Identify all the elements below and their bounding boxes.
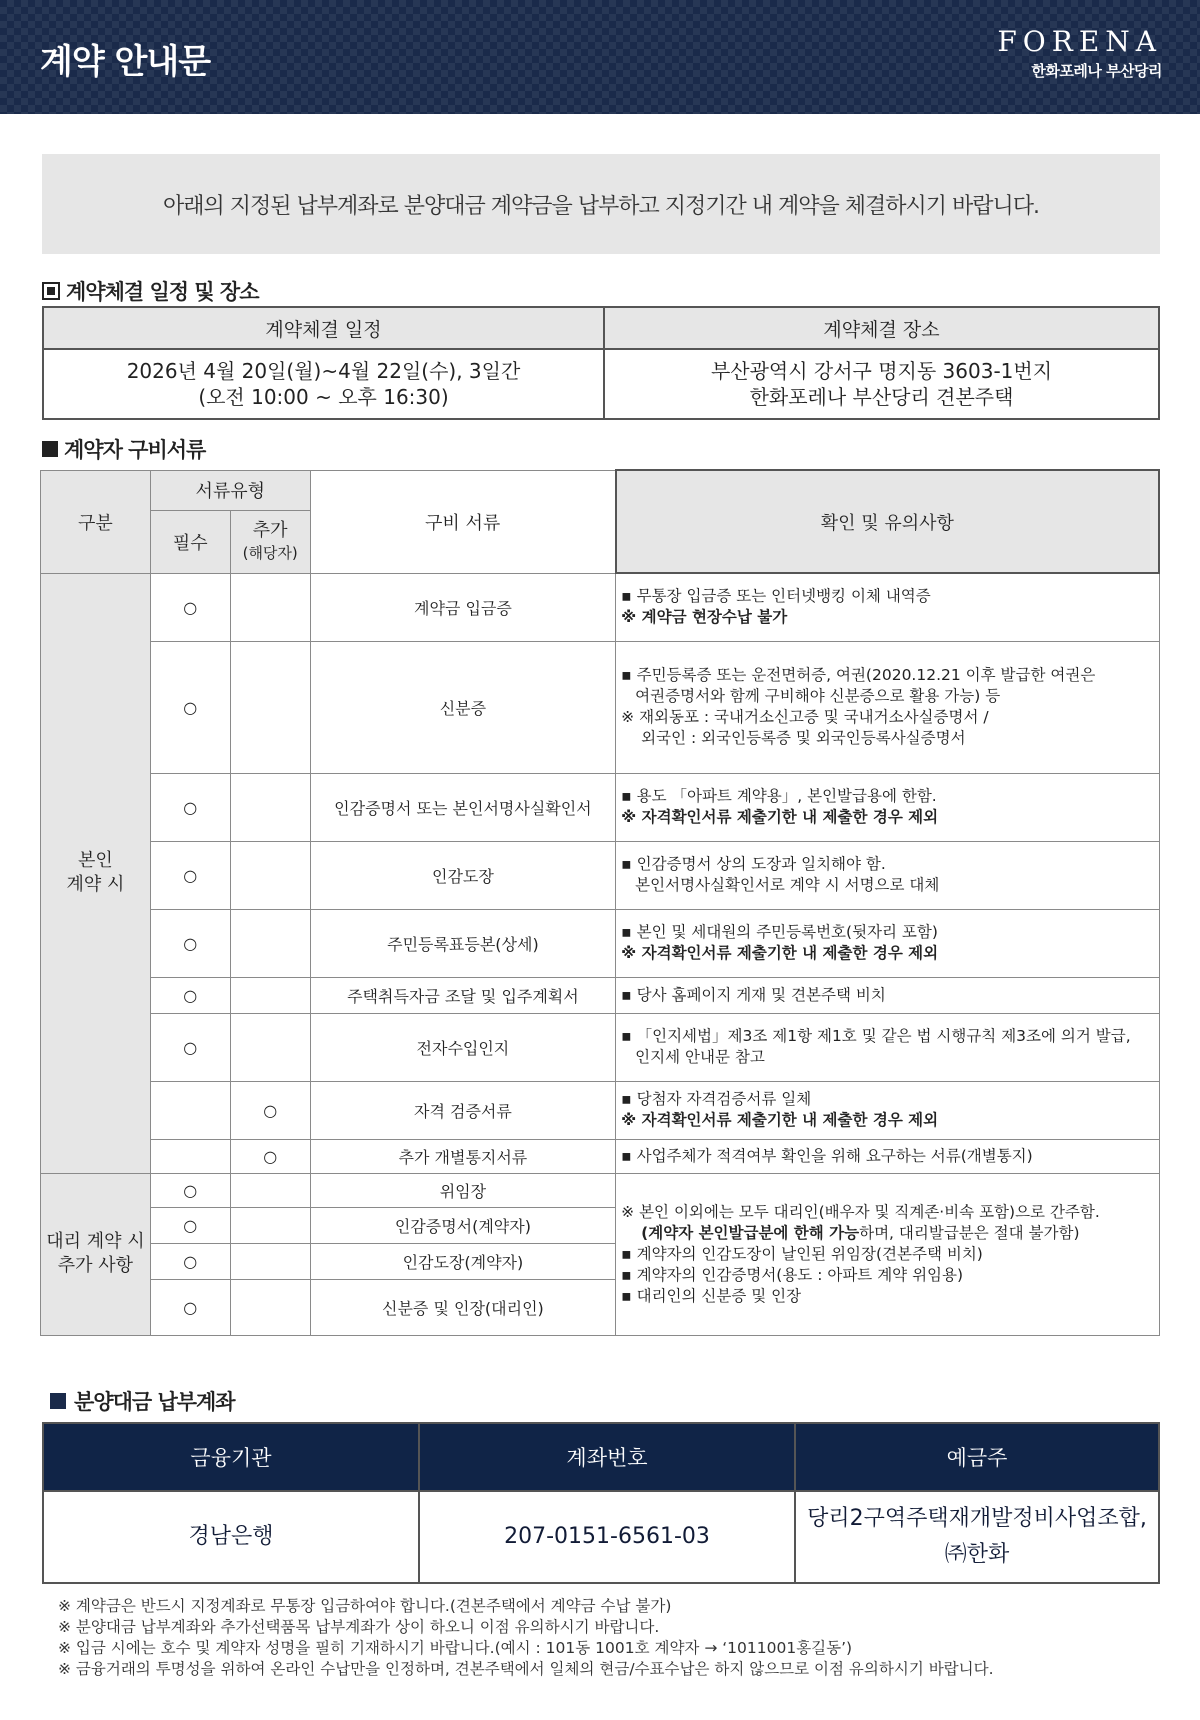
account-number: 207-0151-6561-03: [419, 1491, 795, 1583]
bank-name: 경남은행: [43, 1491, 419, 1583]
group-self: 본인 계약 시: [41, 573, 151, 1173]
extra-mark: [230, 1279, 310, 1335]
required-mark: ○: [150, 773, 230, 841]
doc-note: ▪ 「인지세법」제3조 제1항 제1호 및 같은 법 시행규칙 제3조에 의거 발급, 인지세 안내문 참고: [616, 1013, 1159, 1081]
payment-section-title: 분양대금 납부계좌: [50, 1386, 235, 1416]
table-row: [41, 1173, 1160, 1207]
extra-mark: [230, 909, 310, 977]
table-row: [41, 909, 1160, 977]
footnotes: [58, 1596, 994, 1680]
extra-mark: [230, 773, 310, 841]
doc-name: 인감증명서(계약자): [310, 1207, 616, 1243]
required-mark: [150, 1139, 230, 1173]
payment-table: [42, 1422, 1160, 1584]
extra-mark: [230, 1173, 310, 1207]
required-mark: ○: [150, 977, 230, 1013]
extra-mark: [230, 1013, 310, 1081]
header-banner: [0, 0, 1200, 114]
required-mark: ○: [150, 573, 230, 641]
header-required: 필수: [150, 510, 230, 573]
docs-table: [40, 469, 1160, 1336]
required-mark: ○: [150, 1243, 230, 1279]
doc-name: 주민등록표등본(상세): [310, 909, 616, 977]
doc-name: 신분증 및 인장(대리인): [310, 1279, 616, 1335]
payment-header-bank: 금융기관: [43, 1423, 419, 1491]
doc-name: 계약금 입금증: [310, 573, 616, 641]
table-row: [41, 573, 1160, 641]
required-mark: ○: [150, 841, 230, 909]
extra-mark: [230, 977, 310, 1013]
extra-mark: ○: [230, 1081, 310, 1139]
header-category: 구분: [41, 470, 151, 573]
doc-note: ▪ 무통장 입금증 또는 인터넷뱅킹 이체 내역증 ※ 계약금 현장수납 불가: [616, 573, 1159, 641]
account-holder: 당리2구역주택재개발정비사업조합, ㈜한화: [795, 1491, 1159, 1583]
brand-logo: [997, 26, 1162, 81]
extra-mark: [230, 1243, 310, 1279]
table-row: [41, 841, 1160, 909]
notice-box: [42, 154, 1160, 254]
required-mark: ○: [150, 641, 230, 773]
required-mark: ○: [150, 1207, 230, 1243]
square-bullet-icon: [42, 282, 60, 300]
required-mark: [150, 1081, 230, 1139]
notice-text: 아래의 지정된 납부계좌로 분양대금 계약금을 납부하고 지정기간 내 계약을 체결하시기 바랍니다.: [162, 193, 1039, 219]
table-row: [41, 1081, 1160, 1139]
schedule-table: [42, 306, 1160, 420]
doc-note: ▪ 사업주체가 적격여부 확인을 위해 요구하는 서류(개별통지): [616, 1139, 1159, 1173]
extra-mark: [230, 1207, 310, 1243]
doc-name: 인감도장: [310, 841, 616, 909]
agent-note: ※ 본인 이외에는 모두 대리인(배우자 및 직계존·비속 포함)으로 간주함. (계약자 본인발급분에 한해 가능하며, 대리발급분은 절대 불가함) ▪ 계약자의 인감도장이 날인된 위임장(견본주택 비치) ▪ 계약자의 인감증명서(용도 : 아파트 계약 위임용) ▪ 대리인의 신분증 및 인장: [616, 1173, 1159, 1335]
extra-mark: [230, 573, 310, 641]
table-row: [41, 1139, 1160, 1173]
page-title: 계약 안내문: [40, 42, 211, 82]
required-mark: ○: [150, 1173, 230, 1207]
footnote: ※ 분양대금 납부계좌와 추가선택품목 납부계좌가 상이 하오니 이점 유의하시기 바랍니다.: [58, 1618, 660, 1636]
square-bullet-icon: [50, 1393, 66, 1409]
brand-name: FORENA: [997, 25, 1162, 58]
table-row: [41, 1013, 1160, 1081]
doc-name: 주택취득자금 조달 및 입주계획서: [310, 977, 616, 1013]
doc-note: ▪ 당첨자 자격검증서류 일체 ※ 자격확인서류 제출기한 내 제출한 경우 제외: [616, 1081, 1159, 1139]
required-mark: ○: [150, 1013, 230, 1081]
schedule-header-place: 계약체결 장소: [604, 307, 1159, 349]
doc-name: 인감도장(계약자): [310, 1243, 616, 1279]
doc-name: 추가 개별통지서류: [310, 1139, 616, 1173]
doc-note: ▪ 주민등록증 또는 운전면허증, 여권(2020.12.21 이후 발급한 여권은 여권증명서와 함께 구비해야 신분증으로 활용 가능) 등 ※ 재외동포 : 국내거소신고증 및 국내거소사실증명서 / 외국인 : 외국인등록증 및 외국인등록사실증명서: [616, 641, 1159, 773]
doc-name: 위임장: [310, 1173, 616, 1207]
payment-header-holder: 예금주: [795, 1423, 1159, 1491]
extra-mark: [230, 641, 310, 773]
brand-subtitle: 한화포레나 부산당리: [1031, 62, 1162, 80]
doc-note: ▪ 당사 홈페이지 게재 및 견본주택 비치: [616, 977, 1159, 1013]
doc-note: ▪ 본인 및 세대원의 주민등록번호(뒷자리 포함) ※ 자격확인서류 제출기한 내 제출한 경우 제외: [616, 909, 1159, 977]
group-agent: 대리 계약 시 추가 사항: [41, 1173, 151, 1335]
required-mark: ○: [150, 909, 230, 977]
doc-name: 신분증: [310, 641, 616, 773]
footnote: ※ 금융거래의 투명성을 위하여 온라인 수납만을 인정하며, 견본주택에서 일체의 현금/수표수납은 하지 않으므로 이점 유의하시기 바랍니다.: [58, 1660, 994, 1678]
schedule-place: 부산광역시 강서구 명지동 3603-1번지 한화포레나 부산당리 견본주택: [604, 349, 1159, 419]
header-doc: 구비 서류: [310, 470, 616, 573]
schedule-date: 2026년 4월 20일(월)~4월 22일(수), 3일간 (오전 10:00 ~ 오후 16:30): [43, 349, 604, 419]
header-note: 확인 및 유의사항: [616, 470, 1159, 573]
header-doc-type: 서류유형: [150, 470, 310, 510]
doc-note: ▪ 인감증명서 상의 도장과 일치해야 함. 본인서명사실확인서로 계약 시 서명으로 대체: [616, 841, 1159, 909]
extra-mark: [230, 841, 310, 909]
header-extra: 추가 (해당자): [230, 510, 310, 573]
schedule-header-date: 계약체결 일정: [43, 307, 604, 349]
doc-name: 전자수입인지: [310, 1013, 616, 1081]
footnote: ※ 계약금은 반드시 지정계좌로 무통장 입금하여야 합니다.(견본주택에서 계약금 수납 불가): [58, 1597, 672, 1615]
extra-mark: ○: [230, 1139, 310, 1173]
square-bullet-icon: [42, 441, 58, 457]
table-row: [41, 641, 1160, 773]
docs-section-title: 계약자 구비서류: [42, 434, 205, 464]
doc-note: ▪ 용도 「아파트 계약용」, 본인발급용에 한함. ※ 자격확인서류 제출기한 내 제출한 경우 제외: [616, 773, 1159, 841]
required-mark: ○: [150, 1279, 230, 1335]
footnote: ※ 입금 시에는 호수 및 계약자 성명을 필히 기재하시기 바랍니다.(예시 : 101동 1001호 계약자 → ‘1011001홍길동’): [58, 1639, 853, 1657]
payment-header-account: 계좌번호: [419, 1423, 795, 1491]
doc-name: 자격 검증서류: [310, 1081, 616, 1139]
doc-name: 인감증명서 또는 본인서명사실확인서: [310, 773, 616, 841]
table-row: [41, 773, 1160, 841]
schedule-section-title: 계약체결 일정 및 장소: [42, 276, 259, 306]
table-row: [41, 977, 1160, 1013]
